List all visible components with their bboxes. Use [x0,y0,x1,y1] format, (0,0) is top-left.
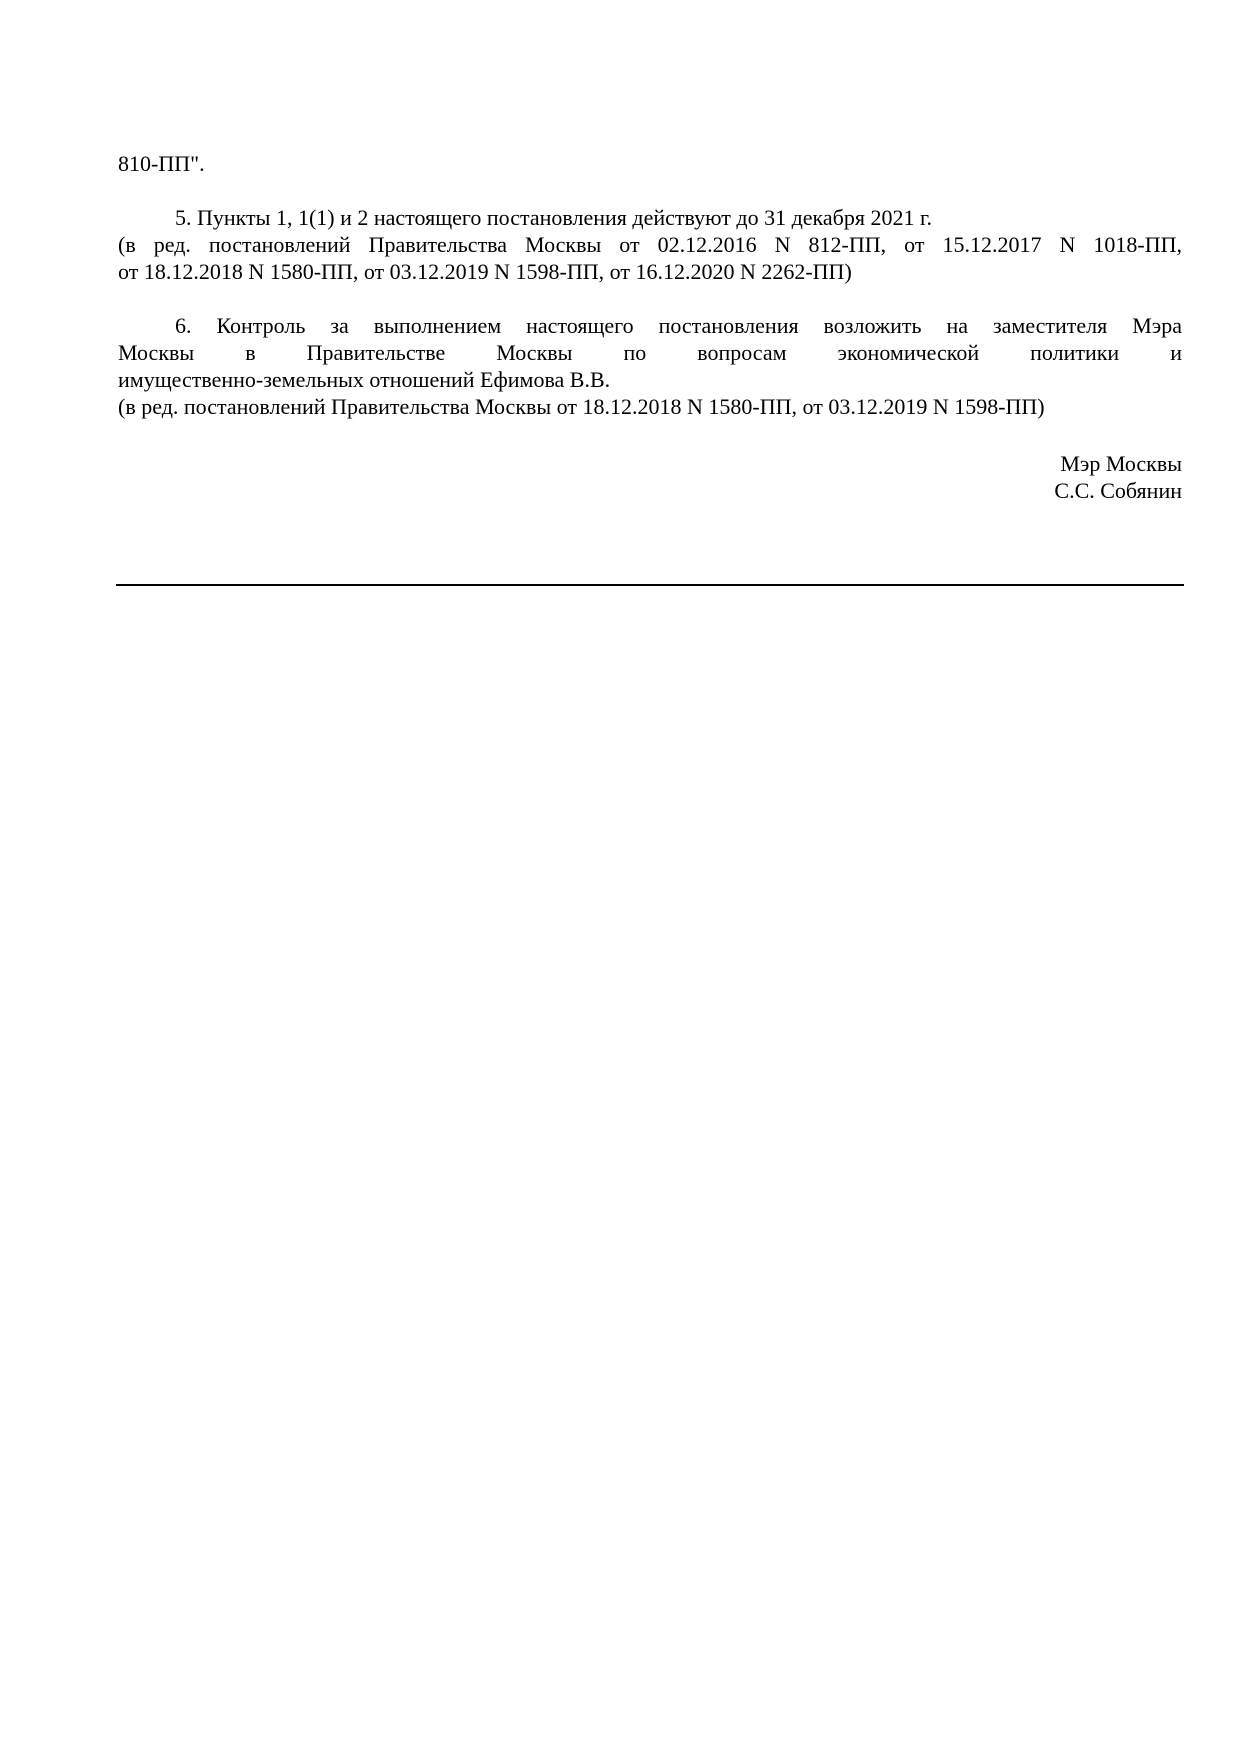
paragraph-5-amendment-line1: (в ред. постановлений Правительства Москвы от 02.12.2016 N 812-ПП, от 15.12.2017 N 1018-ПП, [118,232,1182,257]
paragraph-6 [118,312,1182,420]
paragraph-5 [118,204,1182,285]
continuation-text: 810-ПП". [118,151,205,176]
paragraph-5-text: 5. Пункты 1, 1(1) и 2 настоящего постановления действуют до 31 декабря 2021 г. [175,205,933,230]
document-body [118,150,1182,504]
paragraph-6-text-line3: имущественно-земельных отношений Ефимова В.В. [118,367,611,392]
signature-name: С.С. Собянин [1054,478,1182,503]
horizontal-divider [116,584,1184,586]
signature-block [118,450,1182,504]
paragraph-6-amendment: (в ред. постановлений Правительства Москвы от 18.12.2018 N 1580-ПП, от 03.12.2019 N 1598-ПП) [118,394,1045,419]
paragraph-6-text-line1: 6. Контроль за выполнением настоящего постановления возложить на заместителя Мэра [175,313,1182,338]
signature-title: Мэр Москвы [1060,451,1182,476]
paragraph-5-amendment-line2: от 18.12.2018 N 1580-ПП, от 03.12.2019 N 1598-ПП, от 16.12.2020 N 2262-ПП) [118,259,852,284]
paragraph-6-text-line2: Москвы в Правительстве Москвы по вопросам экономической политики и [118,340,1182,365]
